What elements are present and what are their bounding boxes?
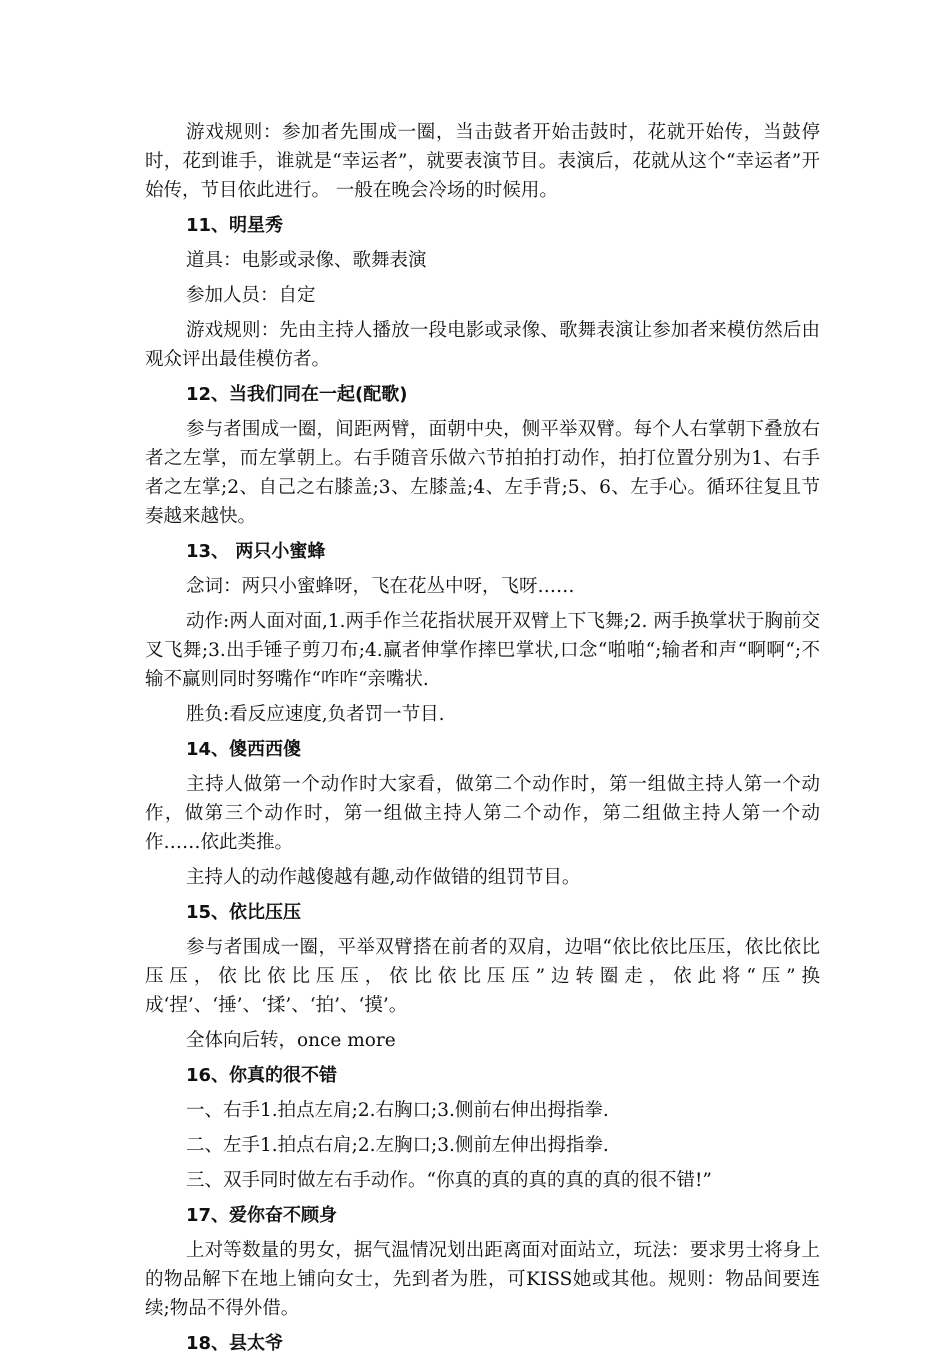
paragraph: 参加人员：自定	[186, 285, 316, 306]
section-heading: 15、依比压压	[186, 902, 302, 923]
paragraph: 念词：两只小蜜蜂呀，飞在花丛中呀，飞呀……	[186, 576, 575, 597]
document-body	[145, 118, 820, 1364]
paragraph: 参与者围成一圈，间距两臂，面朝中央，侧平举双臂。每个人右掌朝下叠放右者之左掌，而左掌朝上。右手随音乐做六节拍拍打动作，拍打位置分别为1、右手者之左掌;2、自己之右膝盖;3、左膝盖;4、左手背;5、6、左手心。循环往复且节奏越来越快。	[145, 419, 820, 527]
paragraph: 胜负:看反应速度,负者罚一节目.	[186, 704, 445, 725]
paragraph: 游戏规则：先由主持人播放一段电影或录像、歌舞表演让参加者来模仿然后由观众评出最佳模仿者。	[145, 320, 820, 370]
paragraph: 道具：电影或录像、歌舞表演	[186, 250, 427, 271]
section-heading: 16、你真的很不错	[186, 1065, 338, 1086]
paragraph: 上对等数量的男女，据气温情况划出距离面对面站立，玩法：要求男士将身上的物品解下在地上铺向女士，先到者为胜，可KISS她或其他。规则：物品间要连续;物品不得外借。	[145, 1240, 820, 1319]
paragraph: 全体向后转，once more	[186, 1030, 396, 1051]
paragraph: 动作:两人面对面,1.两手作兰花指状展开双臂上下飞舞;2. 两手换掌状于胸前交叉飞舞;3.出手锤子剪刀布;4.赢者伸掌作摔巴掌状,口念“啪啪“;输者和声“啊啊“;不输不赢则同时努嘴作“咋咋“亲嘴状.	[145, 611, 820, 690]
paragraph: 三、双手同时做左右手动作。“你真的真的真的真的真的很不错!”	[186, 1170, 712, 1191]
paragraph: 主持人做第一个动作时大家看，做第二个动作时，第一组做主持人第一个动作，做第三个动作时，第一组做主持人第二个动作，第二组做主持人第一个动作……依此类推。	[145, 774, 820, 853]
paragraph: 主持人的动作越傻越有趣,动作做错的组罚节目。	[186, 867, 581, 888]
section-heading: 12、当我们同在一起(配歌)	[186, 384, 408, 405]
paragraph: 游戏规则：参加者先围成一圈，当击鼓者开始击鼓时，花就开始传，当鼓停时，花到谁手，谁就是“幸运者”，就要表演节目。表演后，花就从这个“幸运者”开始传，节目依此进行。 一般在晚会冷场的时候用。	[145, 122, 820, 201]
section-heading: 14、傻西西傻	[186, 739, 302, 760]
section-heading: 13、 两只小蜜蜂	[186, 541, 326, 562]
section-heading: 18、县太爷	[186, 1333, 284, 1354]
paragraph: 二、左手1.拍点右肩;2.左胸口;3.侧前左伸出拇指拳.	[186, 1135, 609, 1156]
section-heading: 11、明星秀	[186, 215, 284, 236]
paragraph: 参与者围成一圈，平举双臂搭在前者的双肩，边唱“依比依比压压，依比依比压压，依比依比压压，依比依比压压”边转圈走，依此将“压”换成‘捏’、‘捶’、‘揉’、‘拍’、‘摸’。	[145, 937, 820, 1016]
paragraph: 一、右手1.拍点左肩;2.右胸口;3.侧前右伸出拇指拳.	[186, 1100, 609, 1121]
section-heading: 17、爱你奋不顾身	[186, 1205, 338, 1226]
